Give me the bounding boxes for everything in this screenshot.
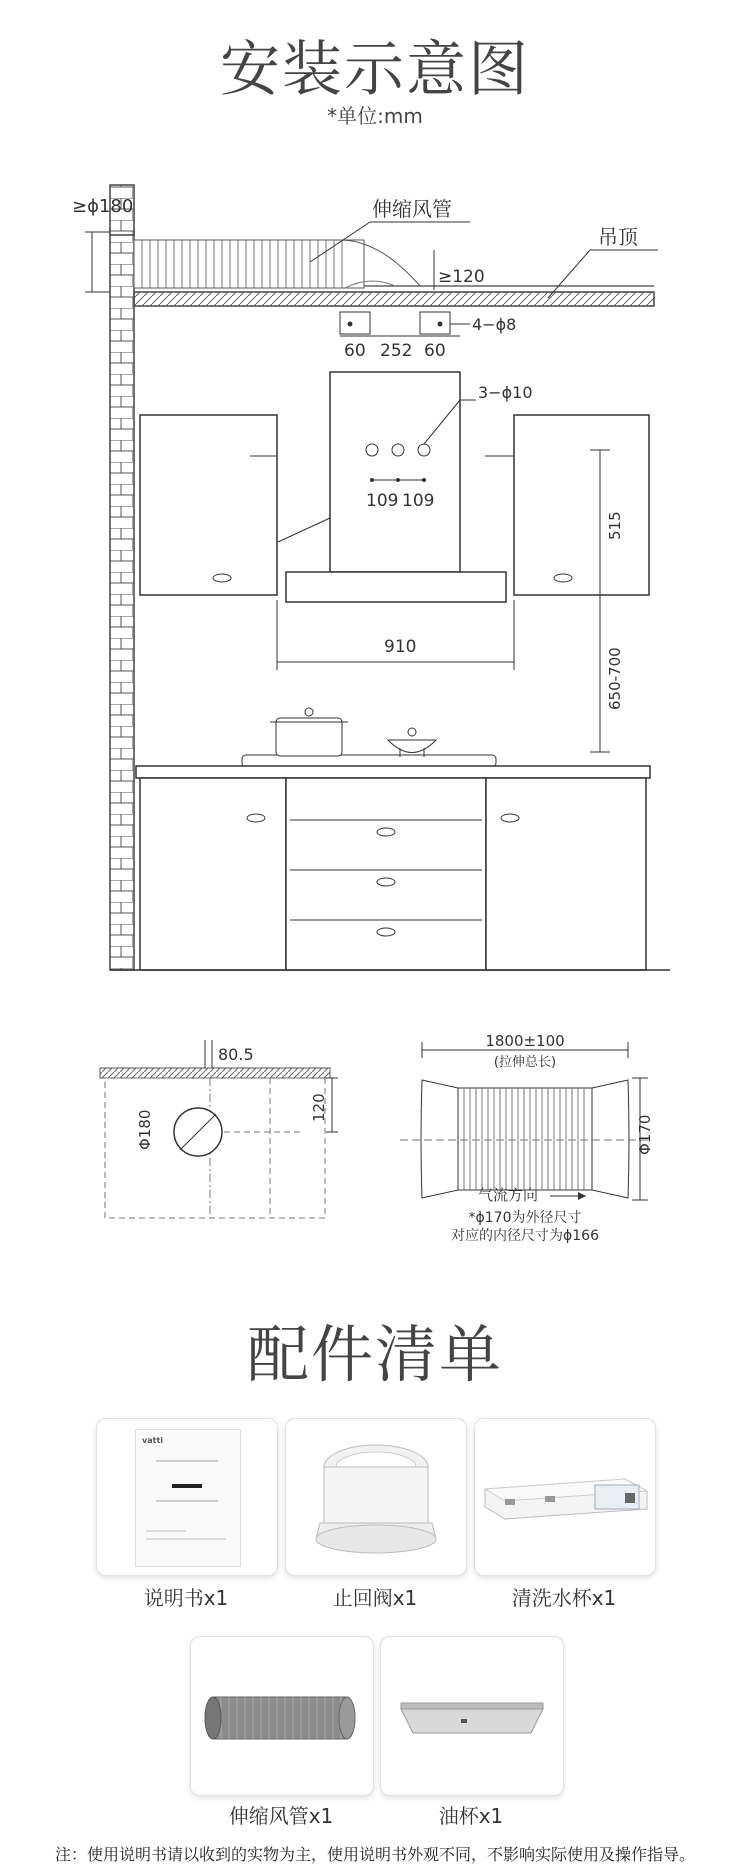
cleaning-cup-card xyxy=(474,1418,656,1576)
note2-label: 对应的内径尺寸为ϕ166 xyxy=(451,1228,599,1244)
ceiling-cutout-detail xyxy=(100,1040,338,1218)
upper-cabinet-left xyxy=(140,415,277,595)
pot xyxy=(276,718,342,756)
screw-holes-label: 3−ϕ10 xyxy=(478,383,533,402)
length-label: 1800±100 xyxy=(485,1032,565,1050)
brick-wall xyxy=(110,228,134,970)
flex-duct-detail xyxy=(400,1032,654,1244)
height-515-label: 515 xyxy=(606,511,624,540)
svg-text:252: 252 xyxy=(380,341,413,361)
wok xyxy=(388,740,436,753)
width-910-label: 910 xyxy=(384,637,417,657)
mount-holes-label: 4−ϕ8 xyxy=(472,315,517,334)
svg-text:60: 60 xyxy=(424,341,446,361)
offset-label: 80.5 xyxy=(218,1045,254,1064)
airflow-label: 气流方向 xyxy=(478,1186,539,1204)
svg-text:109: 109 xyxy=(402,491,435,511)
base-cabinet-right xyxy=(486,778,646,970)
upper-cabinet-right xyxy=(514,415,649,595)
unit-label: *单位:mm xyxy=(327,104,423,128)
flex-duct-image xyxy=(191,1637,373,1795)
oil-cup-caption: 油杯x1 xyxy=(438,1804,504,1828)
manual-card xyxy=(96,1418,278,1576)
flex-duct-caption: 伸缩风管x1 xyxy=(228,1804,334,1828)
flex-duct xyxy=(134,240,420,288)
cleaning-cup-image xyxy=(475,1419,655,1575)
manual-caption: 说明书x1 xyxy=(143,1586,229,1610)
duct-diameter-label: ≥ϕ180 xyxy=(72,196,134,217)
base-cabinet-left xyxy=(140,778,286,970)
hob xyxy=(242,755,496,767)
ceiling-label: 吊顶 xyxy=(598,225,638,249)
svg-text:60: 60 xyxy=(344,341,366,361)
length-note-label: (拉伸总长) xyxy=(493,1055,557,1070)
gap-label: ≥120 xyxy=(438,267,485,287)
accessories-title: 配件清单 xyxy=(246,1318,503,1391)
hood-chimney xyxy=(330,372,460,572)
check-valve-caption: 止回阀x1 xyxy=(332,1586,418,1610)
base-drawers xyxy=(286,778,486,970)
flex-duct-label: 伸缩风管 xyxy=(372,197,452,221)
dia-180-label: Φ180 xyxy=(136,1109,154,1150)
footnote: 注：使用说明书请以收到的实物为主，使用说明书外观不同，不影响实际使用及操作指导。 xyxy=(54,1845,695,1864)
cleaning-cup-caption: 清洗水杯x1 xyxy=(511,1586,617,1610)
clearance-label: 120 xyxy=(310,1093,328,1122)
oil-cup-image xyxy=(381,1637,563,1795)
check-valve-image xyxy=(286,1419,466,1575)
dia-170-label: Φ170 xyxy=(636,1114,654,1155)
ceiling-slab xyxy=(134,292,654,306)
note1-label: *ϕ170为外径尺寸 xyxy=(468,1210,582,1226)
check-valve-card xyxy=(285,1418,467,1576)
oil-cup-card xyxy=(380,1636,564,1796)
hood-base xyxy=(286,572,506,602)
svg-text:109: 109 xyxy=(366,491,399,511)
countertop xyxy=(136,766,650,778)
detail-diagrams xyxy=(0,1030,750,1260)
height-range-label: 650-700 xyxy=(606,647,624,710)
manual-image xyxy=(135,1429,241,1567)
manual-brand-text: vatti xyxy=(142,1436,164,1445)
flex-duct-card xyxy=(190,1636,374,1796)
install-title: 安装示意图 xyxy=(220,35,530,105)
